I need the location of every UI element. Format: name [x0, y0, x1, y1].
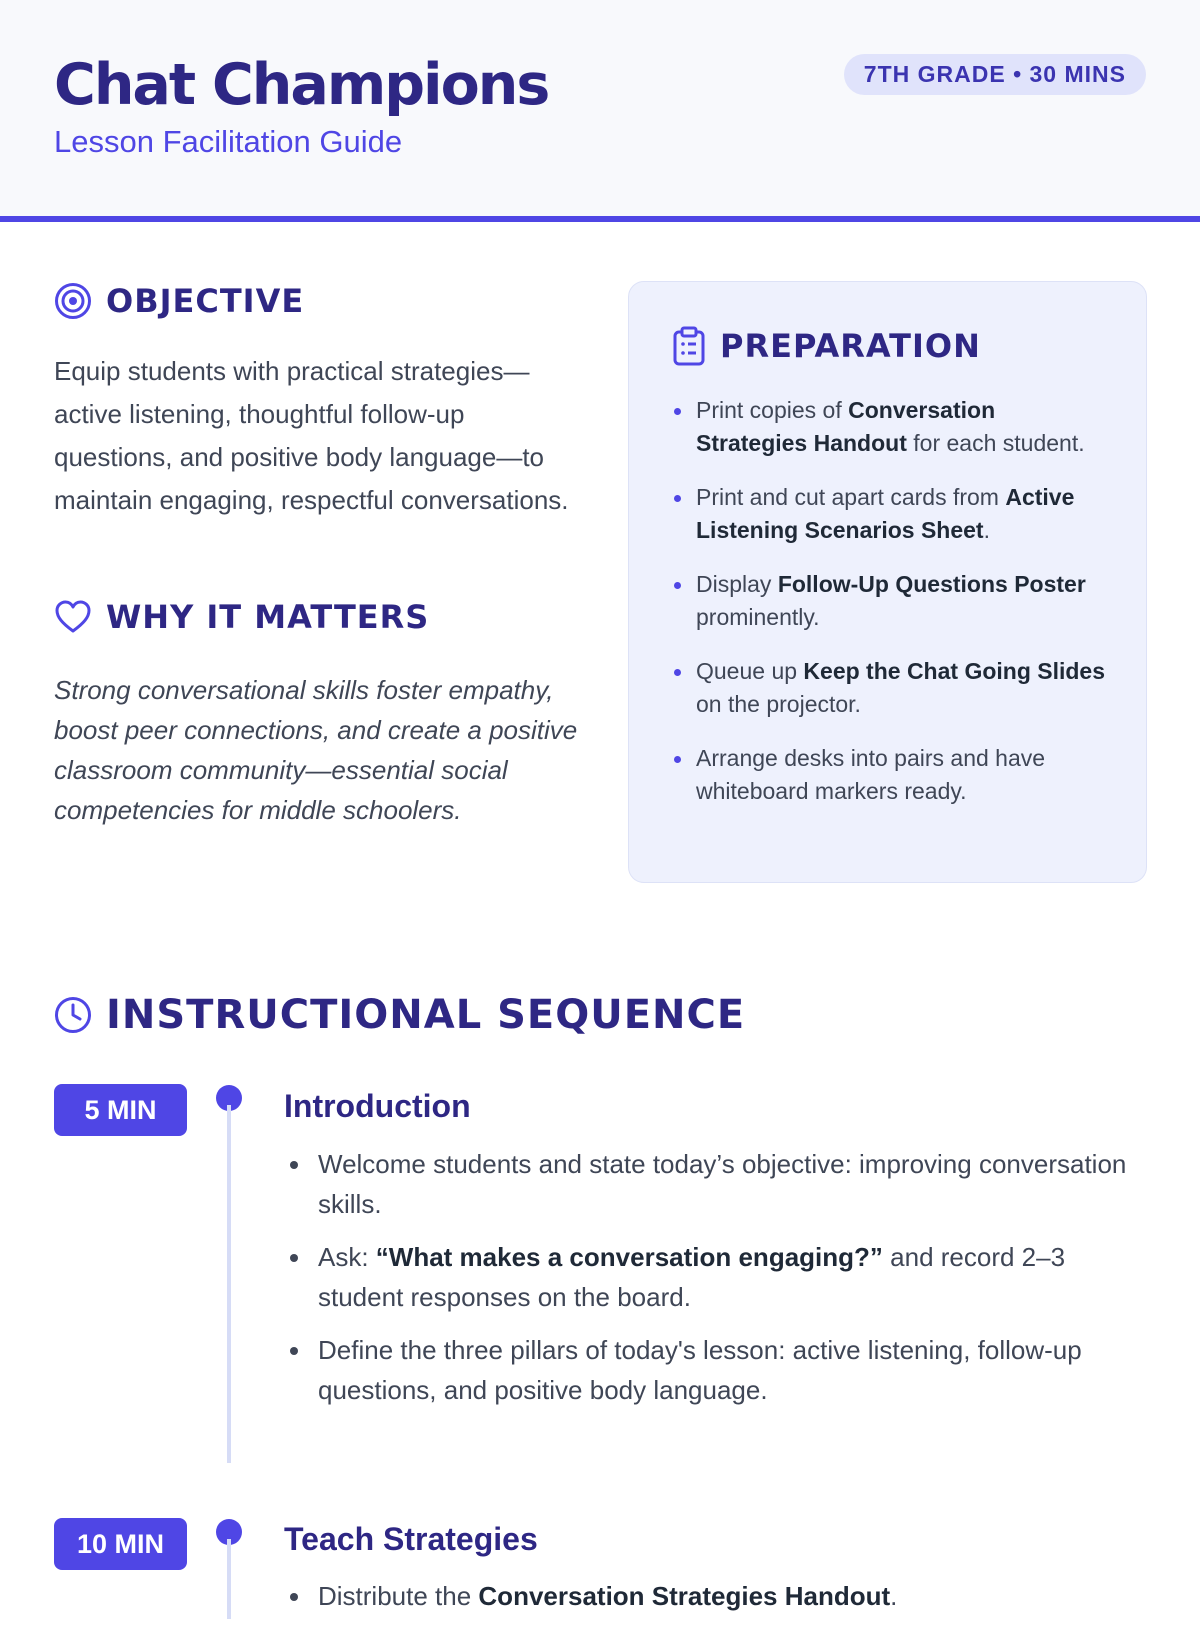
list-item: Print and cut apart cards from Active Listening Scenarios Sheet. — [672, 481, 1112, 547]
preparation-panel — [628, 281, 1147, 883]
sequence-heading — [54, 992, 745, 1038]
step-list — [284, 1576, 1134, 1629]
header — [0, 0, 1200, 222]
step-title: Introduction — [284, 1088, 471, 1124]
page-title: Chat Champions — [54, 52, 549, 118]
why-text: Strong conversational skills foster empathy, boost peer connections, and create a positive classroom community—essential social competencies for middle schoolers. — [54, 675, 578, 825]
timeline-line — [227, 1539, 231, 1619]
preparation-list — [672, 394, 1112, 829]
why-heading — [54, 598, 429, 636]
clock-icon — [54, 996, 92, 1034]
timeline-line — [227, 1105, 231, 1463]
preparation-title: PREPARATION — [720, 327, 981, 365]
page-subtitle: Lesson Facilitation Guide — [54, 124, 403, 159]
time-badge: 10 MIN — [54, 1518, 187, 1570]
list-item: Distribute the Conversation Strategies Handout. — [284, 1576, 1134, 1616]
target-icon — [54, 282, 92, 320]
list-item: Print copies of Conversation Strategies Handout for each student. — [672, 394, 1112, 460]
objective-heading — [54, 282, 304, 320]
heart-icon — [54, 599, 92, 635]
preparation-heading — [672, 326, 981, 366]
list-item: Ask: “What makes a conversation engaging?” and record 2–3 student responses on the board. — [284, 1237, 1134, 1317]
list-item: Welcome students and state today’s objective: improving conversation skills. — [284, 1144, 1134, 1224]
list-item: Define the three pillars of today's lesson: active listening, follow-up questions, and positive body language. — [284, 1330, 1134, 1410]
why-title: WHY IT MATTERS — [106, 598, 430, 636]
clipboard-icon — [672, 326, 706, 366]
objective-text: Equip students with practical strategies—active listening, thoughtful follow-up questions, and positive body language—to maintain engaging, respectful conversations. — [54, 356, 569, 515]
list-item: Arrange desks into pairs and have whiteboard markers ready. — [672, 742, 1112, 808]
step-list — [284, 1144, 1134, 1423]
sequence-title: INSTRUCTIONAL SEQUENCE — [106, 992, 746, 1038]
list-item: Queue up Keep the Chat Going Slides on the projector. — [672, 655, 1112, 721]
time-badge: 5 MIN — [54, 1084, 187, 1136]
list-item: Display Follow-Up Questions Poster prominently. — [672, 568, 1112, 634]
objective-title: OBJECTIVE — [106, 282, 305, 320]
grade-duration-badge: 7TH GRADE • 30 MINS — [844, 54, 1146, 95]
step-title: Teach Strategies — [284, 1521, 538, 1557]
